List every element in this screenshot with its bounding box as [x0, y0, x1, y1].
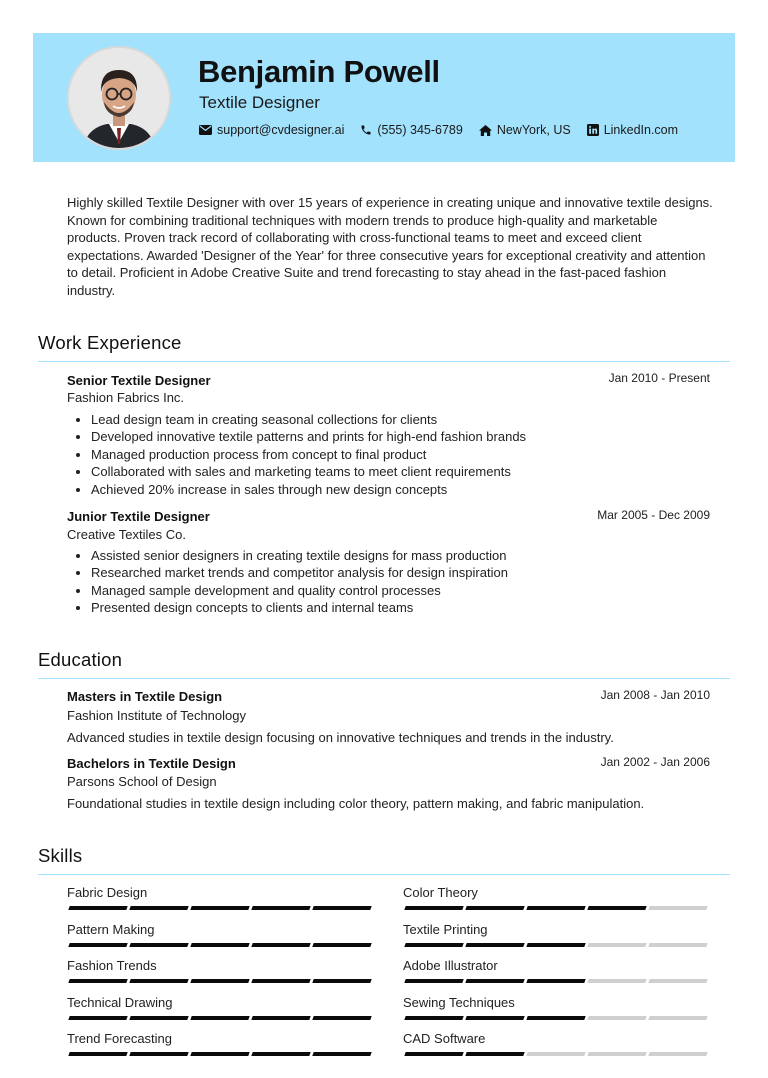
skills-heading: Skills [38, 845, 83, 866]
skill-segment-filled [404, 906, 463, 910]
skill-segment-filled [190, 1016, 249, 1020]
header-banner [33, 33, 735, 162]
skill-segment-empty [587, 1052, 646, 1056]
skill-segment-filled [465, 906, 524, 910]
skill-level-bar [405, 906, 710, 910]
location-text: NewYork, US [496, 123, 571, 137]
contact-location [479, 123, 571, 137]
skill-level-bar [69, 979, 374, 983]
skill-segment-filled [404, 1016, 463, 1020]
phone-icon [360, 124, 372, 136]
skill-segment-filled [251, 1052, 310, 1056]
list-item: • Researched market trends and competitor analysis for design inspiration [91, 564, 508, 581]
section-divider [38, 678, 730, 679]
skill-segment-filled [68, 906, 127, 910]
job-dates: Mar 2005 - Dec 2009 [597, 508, 710, 522]
skill-segment-filled [526, 979, 585, 983]
contact-linkedin[interactable] [587, 123, 678, 137]
skill-level-bar [405, 1052, 710, 1056]
skill-segment-filled [526, 943, 585, 947]
skill-segment-filled [312, 943, 371, 947]
skill-segment-filled [129, 943, 188, 947]
linkedin-icon [587, 124, 599, 136]
list-item: • Managed sample development and quality control processes [91, 582, 508, 599]
skill-segment-filled [129, 1052, 188, 1056]
skill-segment-filled [129, 1016, 188, 1020]
skill-segment-filled [465, 1016, 524, 1020]
skill-name: Adobe Illustrator [403, 958, 498, 973]
skill-segment-filled [404, 1052, 463, 1056]
skill-name: Color Theory [403, 885, 478, 900]
skill-segment-filled [526, 1016, 585, 1020]
skill-name: CAD Software [403, 1031, 486, 1046]
skill-segment-filled [465, 1052, 524, 1056]
degree-title: Bachelors in Textile Design [67, 756, 236, 771]
skill-name: Technical Drawing [67, 994, 173, 1010]
skill-segment-empty [587, 1016, 646, 1020]
envelope-icon [199, 125, 212, 135]
skill-segment-filled [129, 906, 188, 910]
skill-segment-filled [190, 1052, 249, 1056]
skill-segment-empty [587, 943, 646, 947]
section-divider [38, 361, 730, 362]
skill-segment-filled [190, 943, 249, 947]
skill-segment-filled [312, 979, 371, 983]
section-divider [38, 874, 730, 875]
job-company: Fashion Fabrics Inc. [67, 390, 185, 405]
profile-summary: Highly skilled Textile Designer with over 15 years of experience in creating unique and innovative textile designs. Known for combining traditional techniques with modern trends to produce high-quality and marketable products. Proven track record of collaborating with cross-functional teams to meet and exceed client expectations. Awarded 'Designer of the Year' for three consecutive years for exceptional creativity and attention to detail. Proficient in Adobe Creative Suite and trend forecasting to stay ahead in the fast-paced fashion industry. [67, 195, 713, 298]
school-name: Fashion Institute of Technology [67, 708, 246, 723]
skill-segment-filled [68, 943, 127, 947]
skill-segment-empty [526, 1052, 585, 1056]
skill-segment-filled [312, 906, 371, 910]
job-company: Creative Textiles Co. [67, 527, 186, 542]
skill-segment-empty [587, 979, 646, 983]
home-icon [479, 125, 492, 136]
skill-level-bar [405, 979, 710, 983]
skill-segment-filled [404, 979, 463, 983]
skill-segment-filled [251, 906, 310, 910]
skill-level-bar [69, 906, 374, 910]
skill-segment-empty [648, 1016, 707, 1020]
skill-segment-filled [129, 979, 188, 983]
skill-segment-filled [251, 943, 310, 947]
phone-text: (555) 345-6789 [377, 123, 463, 137]
skill-segment-empty [648, 943, 707, 947]
email-text: support@cvdesigner.ai [217, 123, 345, 137]
skill-segment-filled [312, 1016, 371, 1020]
degree-dates: Jan 2008 - Jan 2010 [600, 688, 710, 702]
skill-name: Fashion Trends [67, 958, 157, 973]
skill-segment-filled [404, 943, 463, 947]
skill-segment-empty [648, 979, 707, 983]
skill-level-bar [405, 1016, 710, 1020]
contact-email[interactable] [199, 123, 344, 137]
contact-row [199, 123, 694, 137]
skill-segment-filled [587, 906, 646, 910]
education-heading: Education [38, 649, 123, 670]
skill-level-bar [69, 1052, 374, 1056]
skill-level-bar [69, 1016, 374, 1020]
job-role: Junior Textile Designer [67, 509, 210, 524]
skill-segment-filled [465, 943, 524, 947]
list-item: • Assisted senior designers in creating textile designs for mass production [91, 547, 508, 564]
degree-title: Masters in Textile Design [67, 689, 223, 704]
skill-segment-filled [312, 1052, 371, 1056]
skill-segment-filled [526, 906, 585, 910]
skill-level-bar [405, 943, 710, 947]
job-title: Textile Designer [199, 93, 320, 112]
list-item: • Presented design concepts to clients and internal teams [91, 599, 508, 616]
work-experience-heading: Work Experience [38, 332, 182, 353]
job-role: Senior Textile Designer [67, 373, 211, 388]
skill-segment-filled [251, 1016, 310, 1020]
degree-description: Foundational studies in textile design including color theory, pattern making, and fabric manipulation. [67, 796, 645, 811]
skill-segment-filled [465, 979, 524, 983]
skill-segment-filled [68, 1016, 127, 1020]
list-item: • Managed production process from concept to final product [91, 446, 526, 463]
profile-photo [69, 48, 169, 148]
contact-phone[interactable] [360, 123, 462, 137]
skill-level-bar [69, 943, 374, 947]
skill-name: Sewing Techniques [403, 994, 515, 1010]
skill-name: Textile Printing [403, 921, 488, 937]
candidate-name: Benjamin Powell [198, 54, 440, 89]
skill-segment-filled [190, 906, 249, 910]
skill-name: Fabric Design [67, 885, 148, 900]
list-item: • Lead design team in creating seasonal collections for clients [91, 411, 526, 428]
skill-segment-empty [648, 906, 707, 910]
school-name: Parsons School of Design [67, 774, 217, 789]
skill-name: Pattern Making [67, 921, 155, 937]
list-item: • Achieved 20% increase in sales through new design concepts [91, 481, 526, 498]
skill-segment-filled [190, 979, 249, 983]
degree-dates: Jan 2002 - Jan 2006 [600, 755, 710, 769]
skill-segment-filled [68, 979, 127, 983]
job-bullets [73, 411, 526, 498]
skill-segment-filled [68, 1052, 127, 1056]
skill-segment-filled [251, 979, 310, 983]
list-item: • Collaborated with sales and marketing teams to meet client requirements [91, 463, 526, 480]
person-portrait-icon [69, 48, 169, 148]
list-item: • Developed innovative textile patterns and prints for high-end fashion brands [91, 428, 526, 445]
degree-description: Advanced studies in textile design focusing on innovative techniques and trends in the industry. [67, 730, 614, 745]
skill-segment-empty [648, 1052, 707, 1056]
job-dates: Jan 2010 - Present [608, 371, 710, 385]
skill-name: Trend Forecasting [67, 1031, 173, 1046]
linkedin-text: LinkedIn.com [603, 123, 679, 137]
job-bullets [73, 547, 508, 617]
